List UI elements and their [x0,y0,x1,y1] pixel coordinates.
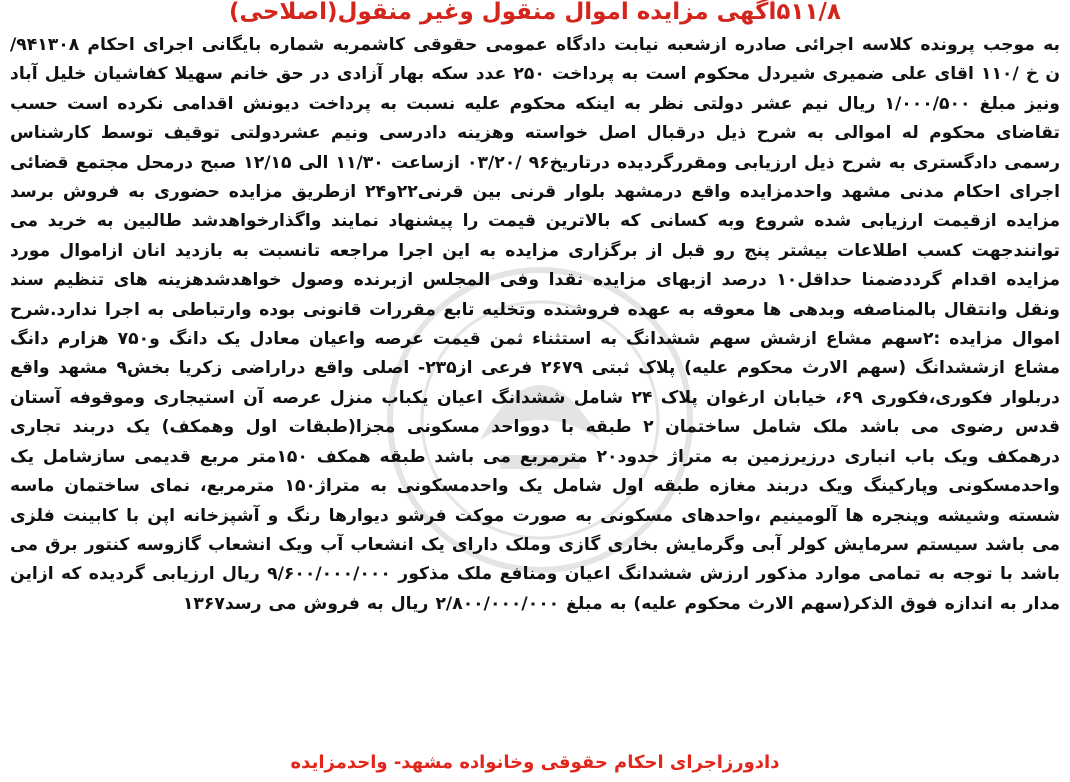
notice-body: به موجب پرونده کلاسه اجرائی صادره ازشعبه نیابت دادگاه عمومی حقوقی کاشمربه شماره بایگانی اجرای احکام ۹۴۱۳۰۸/ ن خ /۱۱۰ اقای علی ضمیری شیردل محکوم است به پرداخت ۲۵۰ عدد سکه بهار آزادی در حق خانم سهیلا کفاشیان خلیل آباد ونیز مبلغ ۱/۰۰۰/۵۰۰ ریال نیم عشر دولتی نظر به اینکه محکوم علیه نسبت به پرداخت دیونش اقدامی نکرده است حسب تقاضای محکوم له اموالی به شرح ذیل درقبال اصل خواسته وهزینه دادرسی ونیم عشردولتی توقیف توسط کارشناس رسمی دادگستری به شرح ذیل ارزیابی ومقررگردیده درتاریخ۹۶ /۰۳/۲۰ ازساعت ۱۱/۳۰ الی ۱۲/۱۵ صبح درمحل مجتمع قضائی اجرای احکام مدنی مشهد واحدمزایده واقع درمشهد بلوار قرنی بین قرنی۲۲و۲۴ ازطریق مزایده حضوری به فروش برسد مزایده ازقیمت ارزیابی شده شروع وبه کسانی که بالاترین قیمت را پیشنهاد نمایند واگذارخواهدشد طالبین به خرید می توانندجهت کسب اطلاعات بیشتر پنج رو قبل از برگزاری مزایده به این اجرا مراجعه تانسبت به بازدید انان ازاموال مورد مزایده اقدام گرددضمنا حداقل۱۰ درصد ازبهای مزایده نقدا وفی المجلس ازبرنده وصول خواهدشدهزینه های تنظیم سند ونقل وانتقال بالمناصفه وبدهی ها معوقه به عهده فروشنده وتخلیه تابع مقررات قانونی بوده وارتباطی به اجرا ندارد.شرح اموال مزایده :۲سهم مشاع ازشش سهم ششدانگ به استثناء ثمن قیمت عرصه واعیان معادل یک دانگ و۷۵۰ هزارم دانگ مشاع ازششدانگ (سهم الارث محکوم علیه) پلاک ثبتی ۲۶۷۹ فرعی از۲۳۵- اصلی واقع دراراضی زکریا بخش۹ مشهد واقع دربلوار فکوری،فکوری ۶۹، خیابان ارغوان پلاک ۲۴ شامل ششدانگ اعیان یکباب منزل عرصه آن استیجاری وموقوفه آستان قدس رضوی می باشد ملک شامل ساختمان ۲ طبقه با دوواحد مسکونی مجزا(طبقات اول وهمکف) یک دربند تجاری درهمکف ویک باب انباری درزیرزمین به متراژ حدود۲۰ مترمربع می باشد طبقه همکف ۱۵۰متر مربع قدیمی سازشامل یک واحدمسکونی وپارکینگ ویک دربند مغازه طبقه اول شامل یک واحدمسکونی به متراژ۱۵۰ مترمربع، نمای ساختمان ماسه شسته وشیشه وپنجره ها آلومینیم ،واحدهای مسکونی به صورت موکت فرشو دیوارها رنگ و آشپزخانه اپن با کابینت فلزی می باشد سیستم سرمایش کولر آبی وگرمایش بخاری گازی وملک دارای یک انشعاب آب ویک انشعاب گازوسه کنتور برق می باشد با توجه به تمامی موارد مذکور ارزش ششدانگ اعیان ومنافع ملک مذکور ۹/۶۰۰/۰۰۰/۰۰۰ ریال ارزیابی گردیده که ازاین مدار به اندازه فوق الذکر(سهم الارث محکوم علیه) به مبلغ ۲/۸۰۰/۰۰۰/۰۰۰ ریال به فروش می رسد۱۳۶۷ [10,35,1061,614]
notice-signature: دادورزاجرای احکام حقوقی وخانواده مشهد- واحدمزایده [290,752,780,773]
notice-title-text: آگهی مزایده اموال منقول وغیر منقول(اصلاحی) [229,0,777,25]
notice-number: ۵۱۱/۸ [776,0,841,25]
notice-title [10,0,1060,27]
